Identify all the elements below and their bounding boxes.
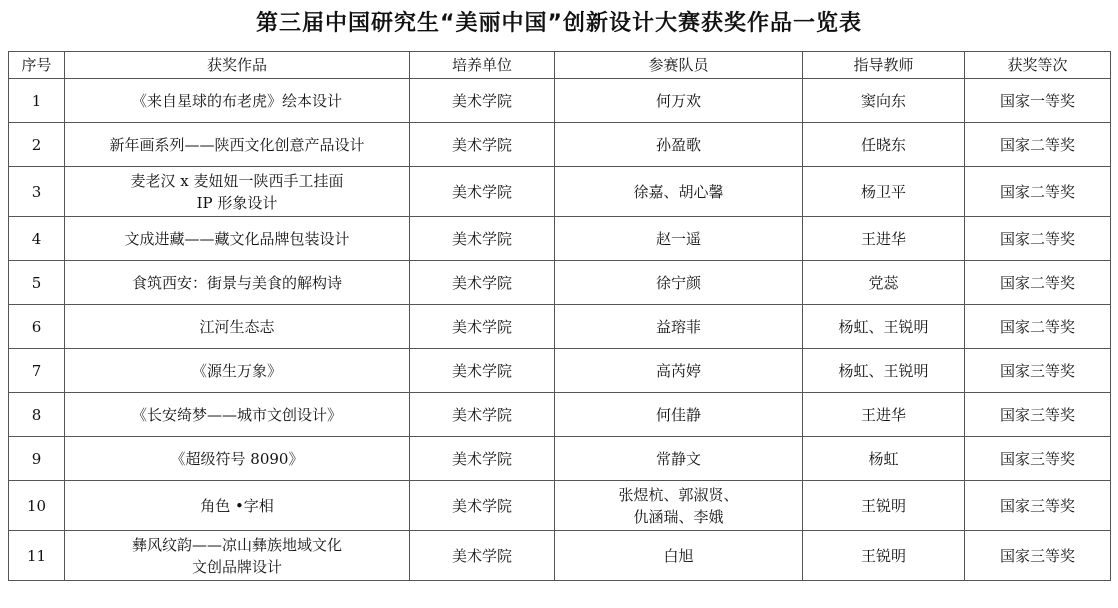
table-row (9, 349, 1111, 393)
cell-award: 国家二等奖 (965, 261, 1111, 305)
cell-work: 新年画系列——陕西文化创意产品设计 (65, 123, 410, 167)
cell-unit: 美术学院 (410, 349, 555, 393)
cell-index: 11 (9, 531, 65, 581)
cell-advisor: 王进华 (803, 217, 965, 261)
cell-unit: 美术学院 (410, 123, 555, 167)
cell-award: 国家三等奖 (965, 349, 1111, 393)
table-row (9, 123, 1111, 167)
cell-index: 7 (9, 349, 65, 393)
cell-work: 文成进藏——藏文化品牌包装设计 (65, 217, 410, 261)
table-row (9, 261, 1111, 305)
table-row (9, 305, 1111, 349)
cell-members: 徐宁颜 (555, 261, 803, 305)
cell-award: 国家二等奖 (965, 123, 1111, 167)
table-row (9, 167, 1111, 217)
cell-award: 国家三等奖 (965, 531, 1111, 581)
cell-advisor: 党蕊 (803, 261, 965, 305)
table-row (9, 217, 1111, 261)
cell-unit: 美术学院 (410, 437, 555, 481)
cell-index: 10 (9, 481, 65, 531)
cell-index: 3 (9, 167, 65, 217)
cell-members: 何万欢 (555, 79, 803, 123)
cell-unit: 美术学院 (410, 79, 555, 123)
header-work: 获奖作品 (65, 52, 410, 79)
cell-unit: 美术学院 (410, 217, 555, 261)
table-row (9, 79, 1111, 123)
cell-award: 国家二等奖 (965, 217, 1111, 261)
cell-work: 《长安绮梦——城市文创设计》 (65, 393, 410, 437)
cell-work: 角色 •字相 (65, 481, 410, 531)
cell-work: 江河生态志 (65, 305, 410, 349)
cell-members: 徐嘉、胡心馨 (555, 167, 803, 217)
cell-members: 张煜杭、郭淑贤、 仇涵瑞、李娥 (555, 481, 803, 531)
cell-work: 食筑西安：街景与美食的解构诗 (65, 261, 410, 305)
header-award: 获奖等次 (965, 52, 1111, 79)
cell-index: 8 (9, 393, 65, 437)
cell-award: 国家三等奖 (965, 481, 1111, 531)
cell-work: 《源生万象》 (65, 349, 410, 393)
cell-advisor: 王锐明 (803, 531, 965, 581)
cell-advisor: 杨虹 (803, 437, 965, 481)
cell-members: 赵一遥 (555, 217, 803, 261)
cell-advisor: 窦向东 (803, 79, 965, 123)
cell-award: 国家三等奖 (965, 437, 1111, 481)
cell-index: 6 (9, 305, 65, 349)
cell-unit: 美术学院 (410, 305, 555, 349)
cell-index: 4 (9, 217, 65, 261)
header-unit: 培养单位 (410, 52, 555, 79)
cell-award: 国家三等奖 (965, 393, 1111, 437)
cell-unit: 美术学院 (410, 393, 555, 437)
cell-index: 1 (9, 79, 65, 123)
table-row (9, 481, 1111, 531)
cell-award: 国家二等奖 (965, 305, 1111, 349)
cell-members: 白旭 (555, 531, 803, 581)
cell-members: 孙盈歌 (555, 123, 803, 167)
awards-table (8, 51, 1111, 581)
cell-index: 5 (9, 261, 65, 305)
cell-advisor: 杨虹、王锐明 (803, 305, 965, 349)
cell-unit: 美术学院 (410, 531, 555, 581)
header-index: 序号 (9, 52, 65, 79)
header-members: 参赛队员 (555, 52, 803, 79)
header-advisor: 指导教师 (803, 52, 965, 79)
cell-unit: 美术学院 (410, 481, 555, 531)
cell-members: 常静文 (555, 437, 803, 481)
cell-advisor: 王进华 (803, 393, 965, 437)
page-title: 第三届中国研究生“美丽中国”创新设计大赛获奖作品一览表 (256, 11, 862, 36)
cell-award: 国家一等奖 (965, 79, 1111, 123)
table-row (9, 437, 1111, 481)
table-row (9, 531, 1111, 581)
cell-work: 《来自星球的布老虎》绘本设计 (65, 79, 410, 123)
cell-award: 国家二等奖 (965, 167, 1111, 217)
cell-members: 益瑢菲 (555, 305, 803, 349)
cell-advisor: 杨虹、王锐明 (803, 349, 965, 393)
cell-unit: 美术学院 (410, 167, 555, 217)
cell-work: 麦老汉 x 麦妞妞一陕西手工挂面 IP 形象设计 (65, 167, 410, 217)
cell-index: 9 (9, 437, 65, 481)
cell-work: 彝风纹韵——凉山彝族地域文化 文创品牌设计 (65, 531, 410, 581)
cell-work: 《超级符号 8090》 (65, 437, 410, 481)
table-row (9, 393, 1111, 437)
cell-advisor: 王锐明 (803, 481, 965, 531)
table-header-row (9, 52, 1111, 79)
cell-advisor: 任晓东 (803, 123, 965, 167)
cell-index: 2 (9, 123, 65, 167)
cell-members: 高芮婷 (555, 349, 803, 393)
cell-members: 何佳静 (555, 393, 803, 437)
cell-unit: 美术学院 (410, 261, 555, 305)
cell-advisor: 杨卫平 (803, 167, 965, 217)
